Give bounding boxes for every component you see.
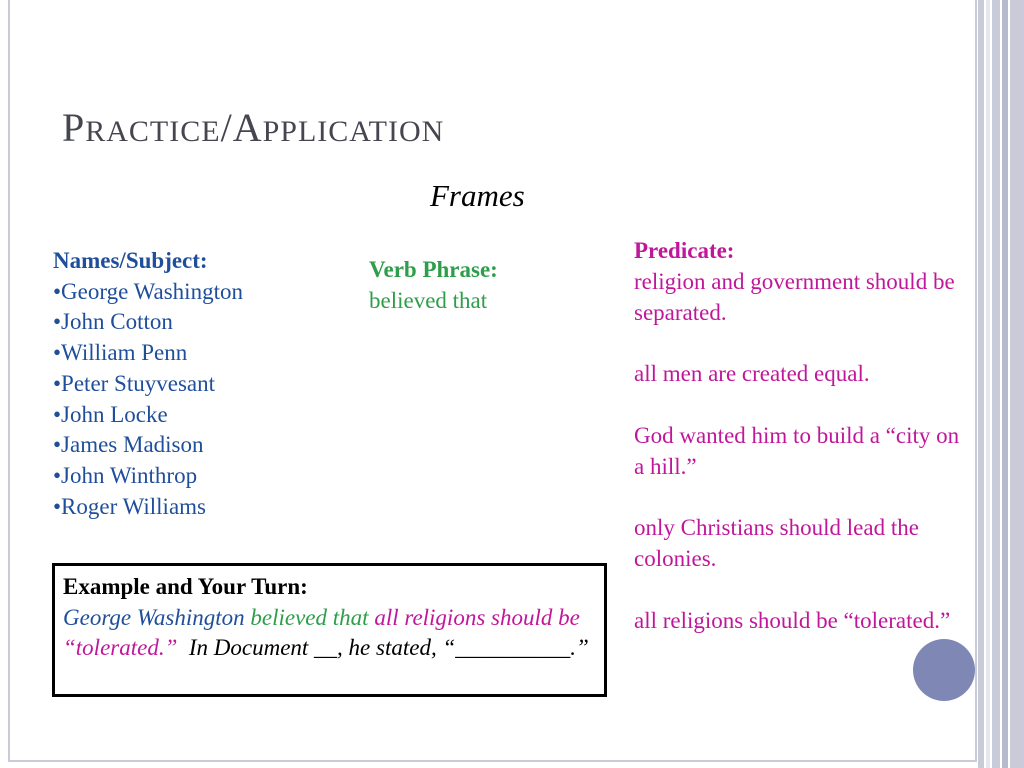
verb-header: Verb Phrase: (369, 257, 498, 282)
list-item: •William Penn (53, 340, 188, 366)
example-verb: believed that (250, 604, 369, 630)
example-sentence (63, 603, 596, 664)
verb-text: believed that (369, 287, 488, 313)
frames-label: Frames (430, 178, 525, 213)
list-item: •John Cotton (53, 309, 173, 335)
example-header: Example and Your Turn: (63, 574, 308, 599)
predicate-column (634, 236, 964, 667)
decorative-circle (913, 639, 975, 701)
predicate-item: God wanted him to build a “city on a hill.” (634, 422, 960, 479)
list-item: •Peter Stuyvesant (53, 370, 215, 396)
list-item: •John Winthrop (53, 462, 198, 488)
verb-column (369, 255, 498, 316)
predicate-item: all religions should be “tolerated.” (634, 607, 951, 633)
example-rest: In Document __, he stated, “__________.” (188, 635, 589, 661)
names-header: Names/Subject: (53, 248, 208, 273)
right-decoration-stripes (978, 0, 1024, 768)
list-item: •John Locke (53, 401, 168, 427)
predicate-item: religion and government should be separated. (634, 268, 955, 325)
predicate-header: Predicate: (634, 238, 735, 263)
names-column (53, 246, 243, 522)
predicate-item: only Christians should lead the colonies. (634, 515, 919, 571)
example-box (52, 563, 607, 697)
slide-border-bottom (8, 760, 977, 762)
predicate-item: all men are created equal. (634, 361, 870, 387)
slide-title: PRACTICE/APPLICATION (62, 105, 445, 150)
example-subject: George Washington (63, 604, 245, 630)
list-item: •James Madison (53, 432, 204, 458)
list-item: •George Washington (53, 278, 243, 304)
example-predicate: all religions should be “tolerated.” (63, 604, 580, 661)
list-item: •Roger Williams (53, 493, 206, 519)
